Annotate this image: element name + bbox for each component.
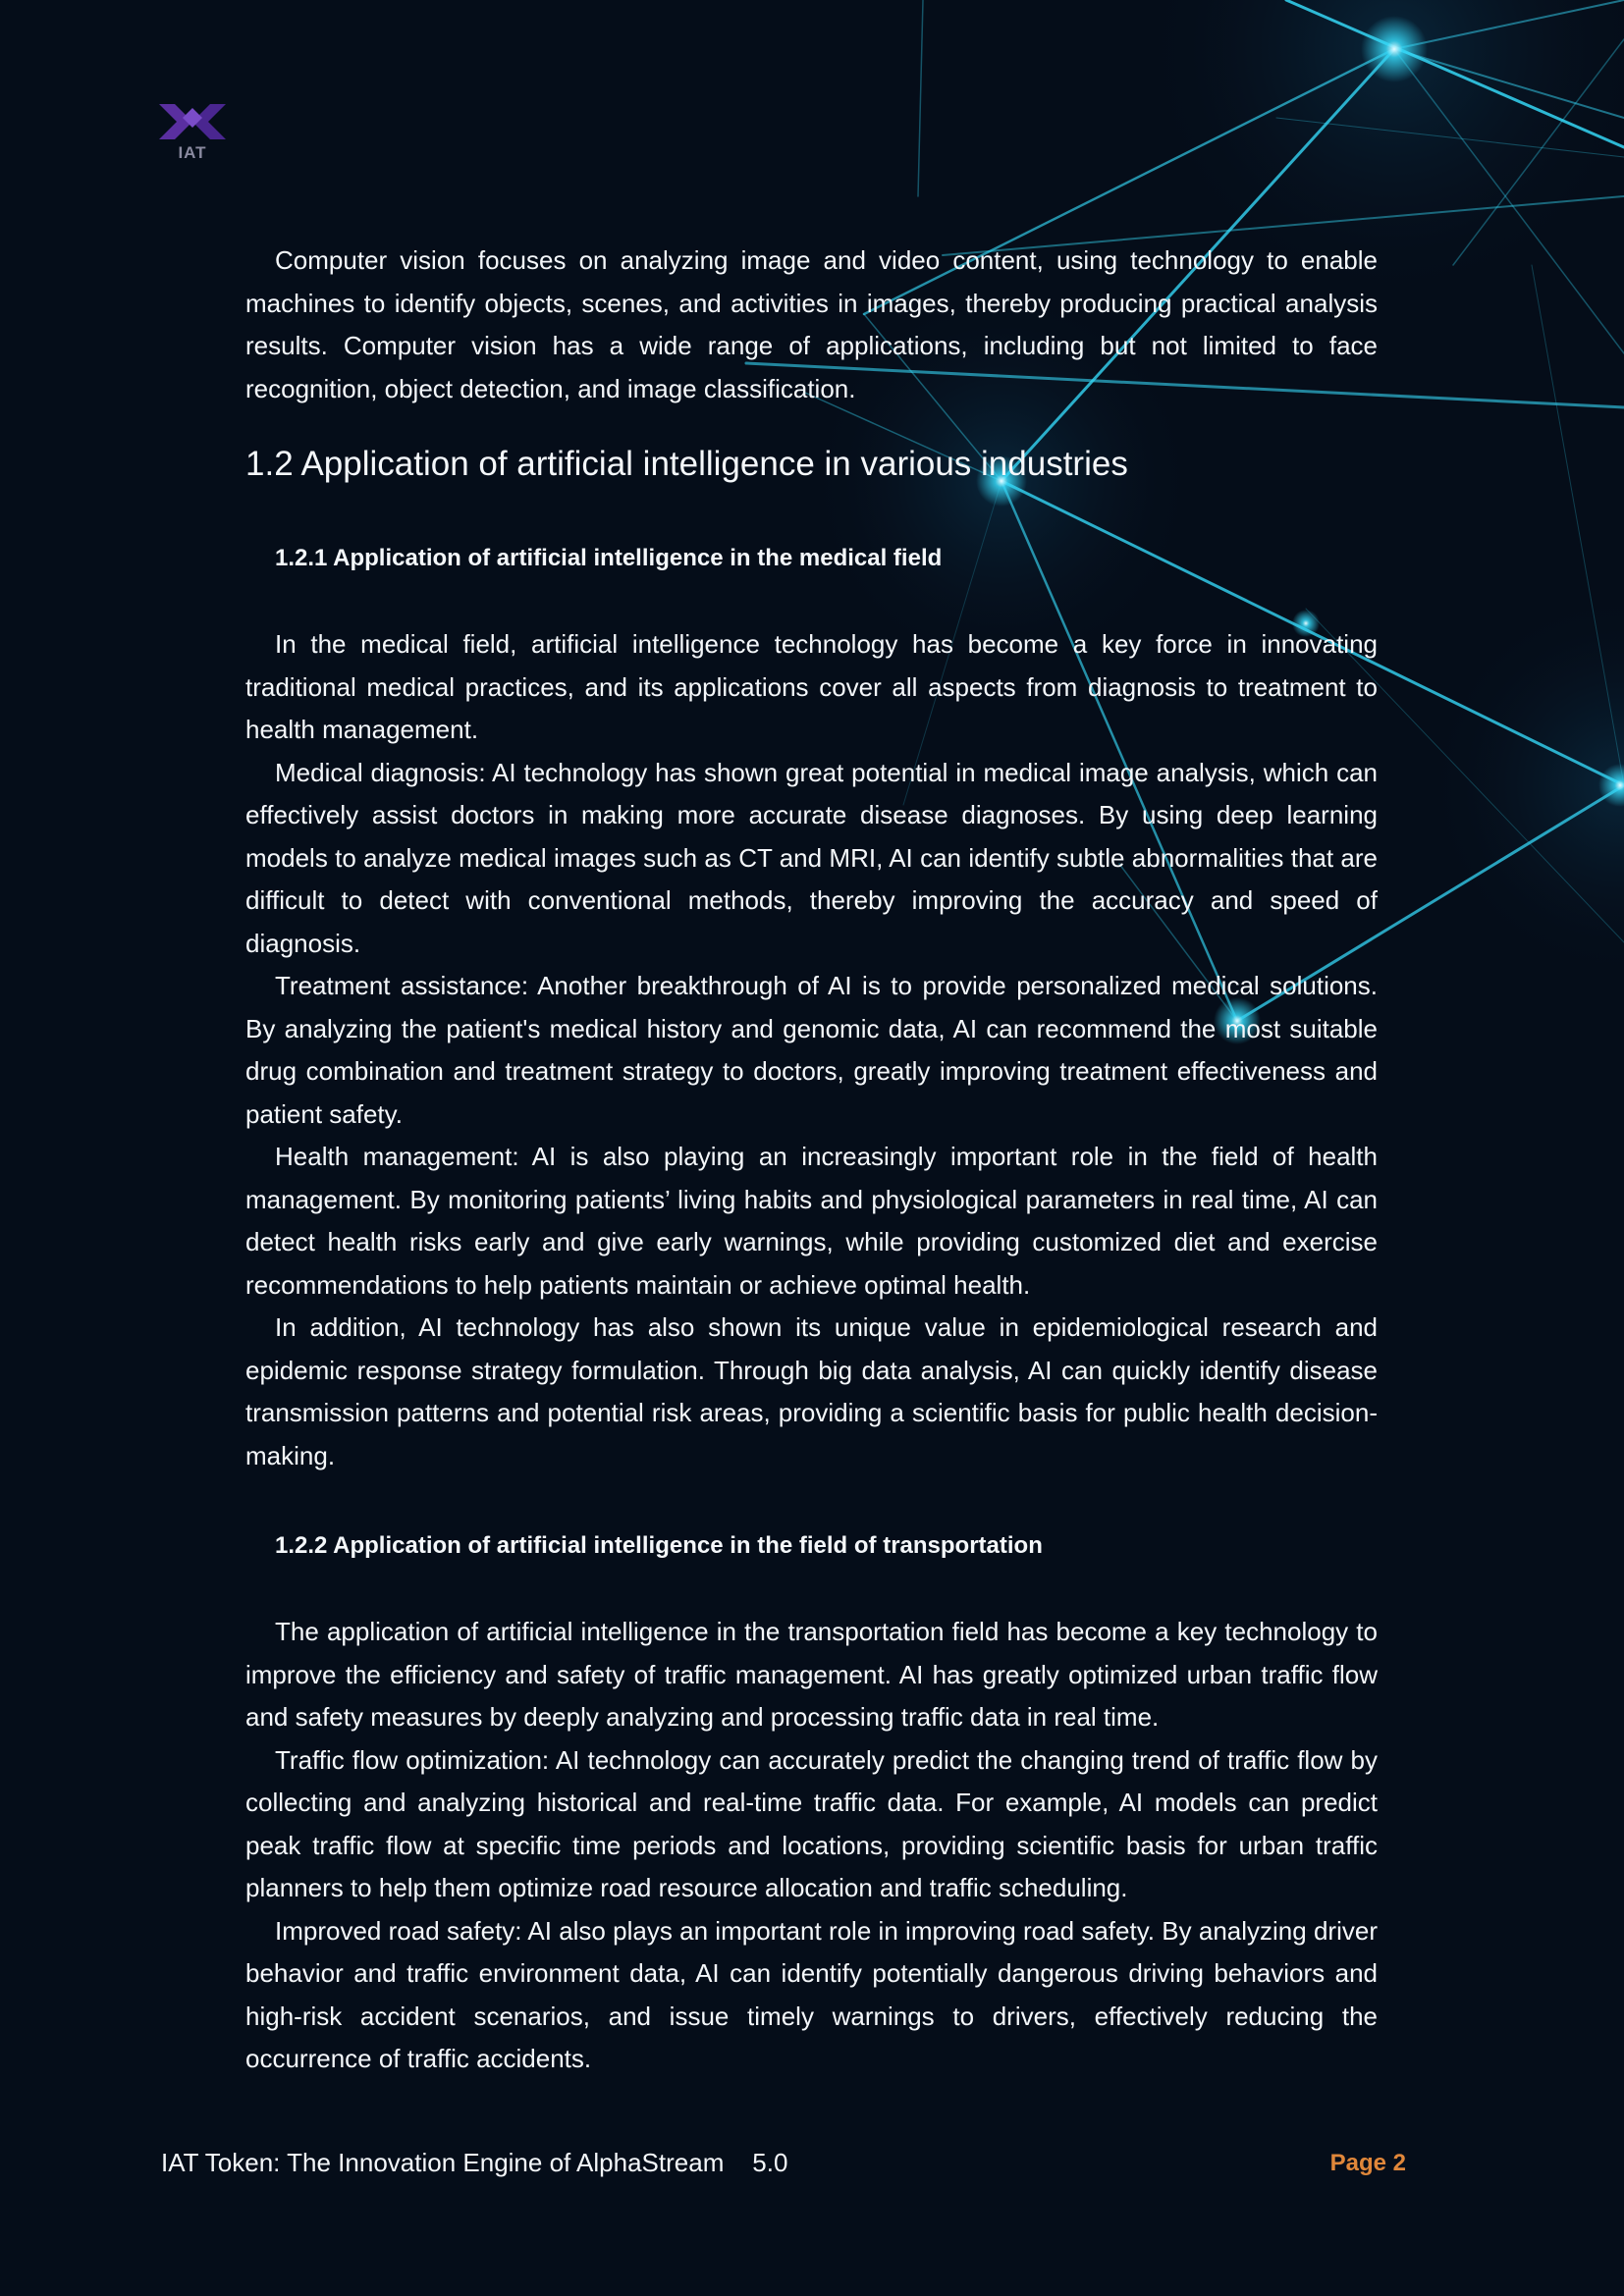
- paragraph: Improved road safety: AI also plays an important role in improving road safety. By analyzing driver behavior and traffic environment data, AI can identify potentially dangerous driving behaviors and high-risk accident scenarios, and issue timely warnings to drivers, effectively reducing the occurrence of traffic accidents.: [245, 1915, 1378, 2073]
- footer-version: 5.0: [752, 2148, 788, 2177]
- paragraph: Treatment assistance: Another breakthrough of AI is to provide personalized medical solutions. By analyzing the patient's medical history and genomic data, AI can recommend the most suitable drug combination and treatment strategy to doctors, greatly improving treatment effectiveness and patient safety.: [245, 971, 1378, 1129]
- iat-logo: [153, 98, 232, 163]
- paragraph: The application of artificial intelligence in the transportation field has become a key technology to improve the efficiency and safety of traffic management. AI has greatly optimized urban traffic flow and safety measures by deeply analyzing and processing traffic data in real time.: [245, 1617, 1378, 1732]
- page-content: [245, 240, 1378, 2081]
- section-heading: 1.2 Application of artificial intelligence in various industries: [245, 445, 1128, 483]
- paragraph: In the medical field, artificial intelligence technology has become a key force in innovating traditional medical practices, and its applications cover all aspects from diagnosis to treatment to health management.: [245, 629, 1378, 744]
- subsection-heading-transportation: 1.2.2 Application of artificial intelligence in the field of transportation: [275, 1532, 1043, 1559]
- footer-title: [161, 2148, 787, 2178]
- logo-mark-icon: [153, 98, 232, 145]
- intro-paragraph: Computer vision focuses on analyzing image and video content, using technology to enable machines to identify objects, scenes, and activities in images, thereby producing practical analysis results. Computer vision has a wide range of applications, including but not limited to face recognition, object detection, and image classification.: [245, 245, 1378, 403]
- paragraph: Traffic flow optimization: AI technology can accurately predict the changing trend of traffic flow by collecting and analyzing historical and real-time traffic data. For example, AI models can predict peak traffic flow at specific time periods and locations, providing scientific basis for urban traffic planners to help them optimize road resource allocation and traffic scheduling.: [245, 1744, 1378, 1902]
- paragraph: In addition, AI technology has also shown its unique value in epidemiological research and epidemic response strategy formulation. Through big data analysis, AI can quickly identify disease transmission patterns and potential risk areas, providing a scientific basis for public health decision-making.: [245, 1312, 1378, 1470]
- paragraph: Medical diagnosis: AI technology has shown great potential in medical image analysis, which can effectively assist doctors in making more accurate disease diagnoses. By using deep learning models to analyze medical images such as CT and MRI, AI can identify subtle abnormalities that are difficult to detect with conventional methods, thereby improving the accuracy and speed of diagnosis.: [245, 757, 1378, 958]
- footer-document-title: IAT Token: The Innovation Engine of AlphaStream: [161, 2148, 725, 2177]
- paragraph: Health management: AI is also playing an increasingly important role in the field of health management. By monitoring patients’ living habits and physiological parameters in real time, AI can detect health risks early and give early warnings, while providing customized diet and exercise recommendations to help patients maintain or achieve optimal health.: [245, 1142, 1378, 1300]
- page-number: Page 2: [1329, 2150, 1406, 2176]
- logo-text: IAT: [178, 143, 207, 162]
- subsection-heading-medical: 1.2.1 Application of artificial intelligence in the medical field: [275, 545, 943, 571]
